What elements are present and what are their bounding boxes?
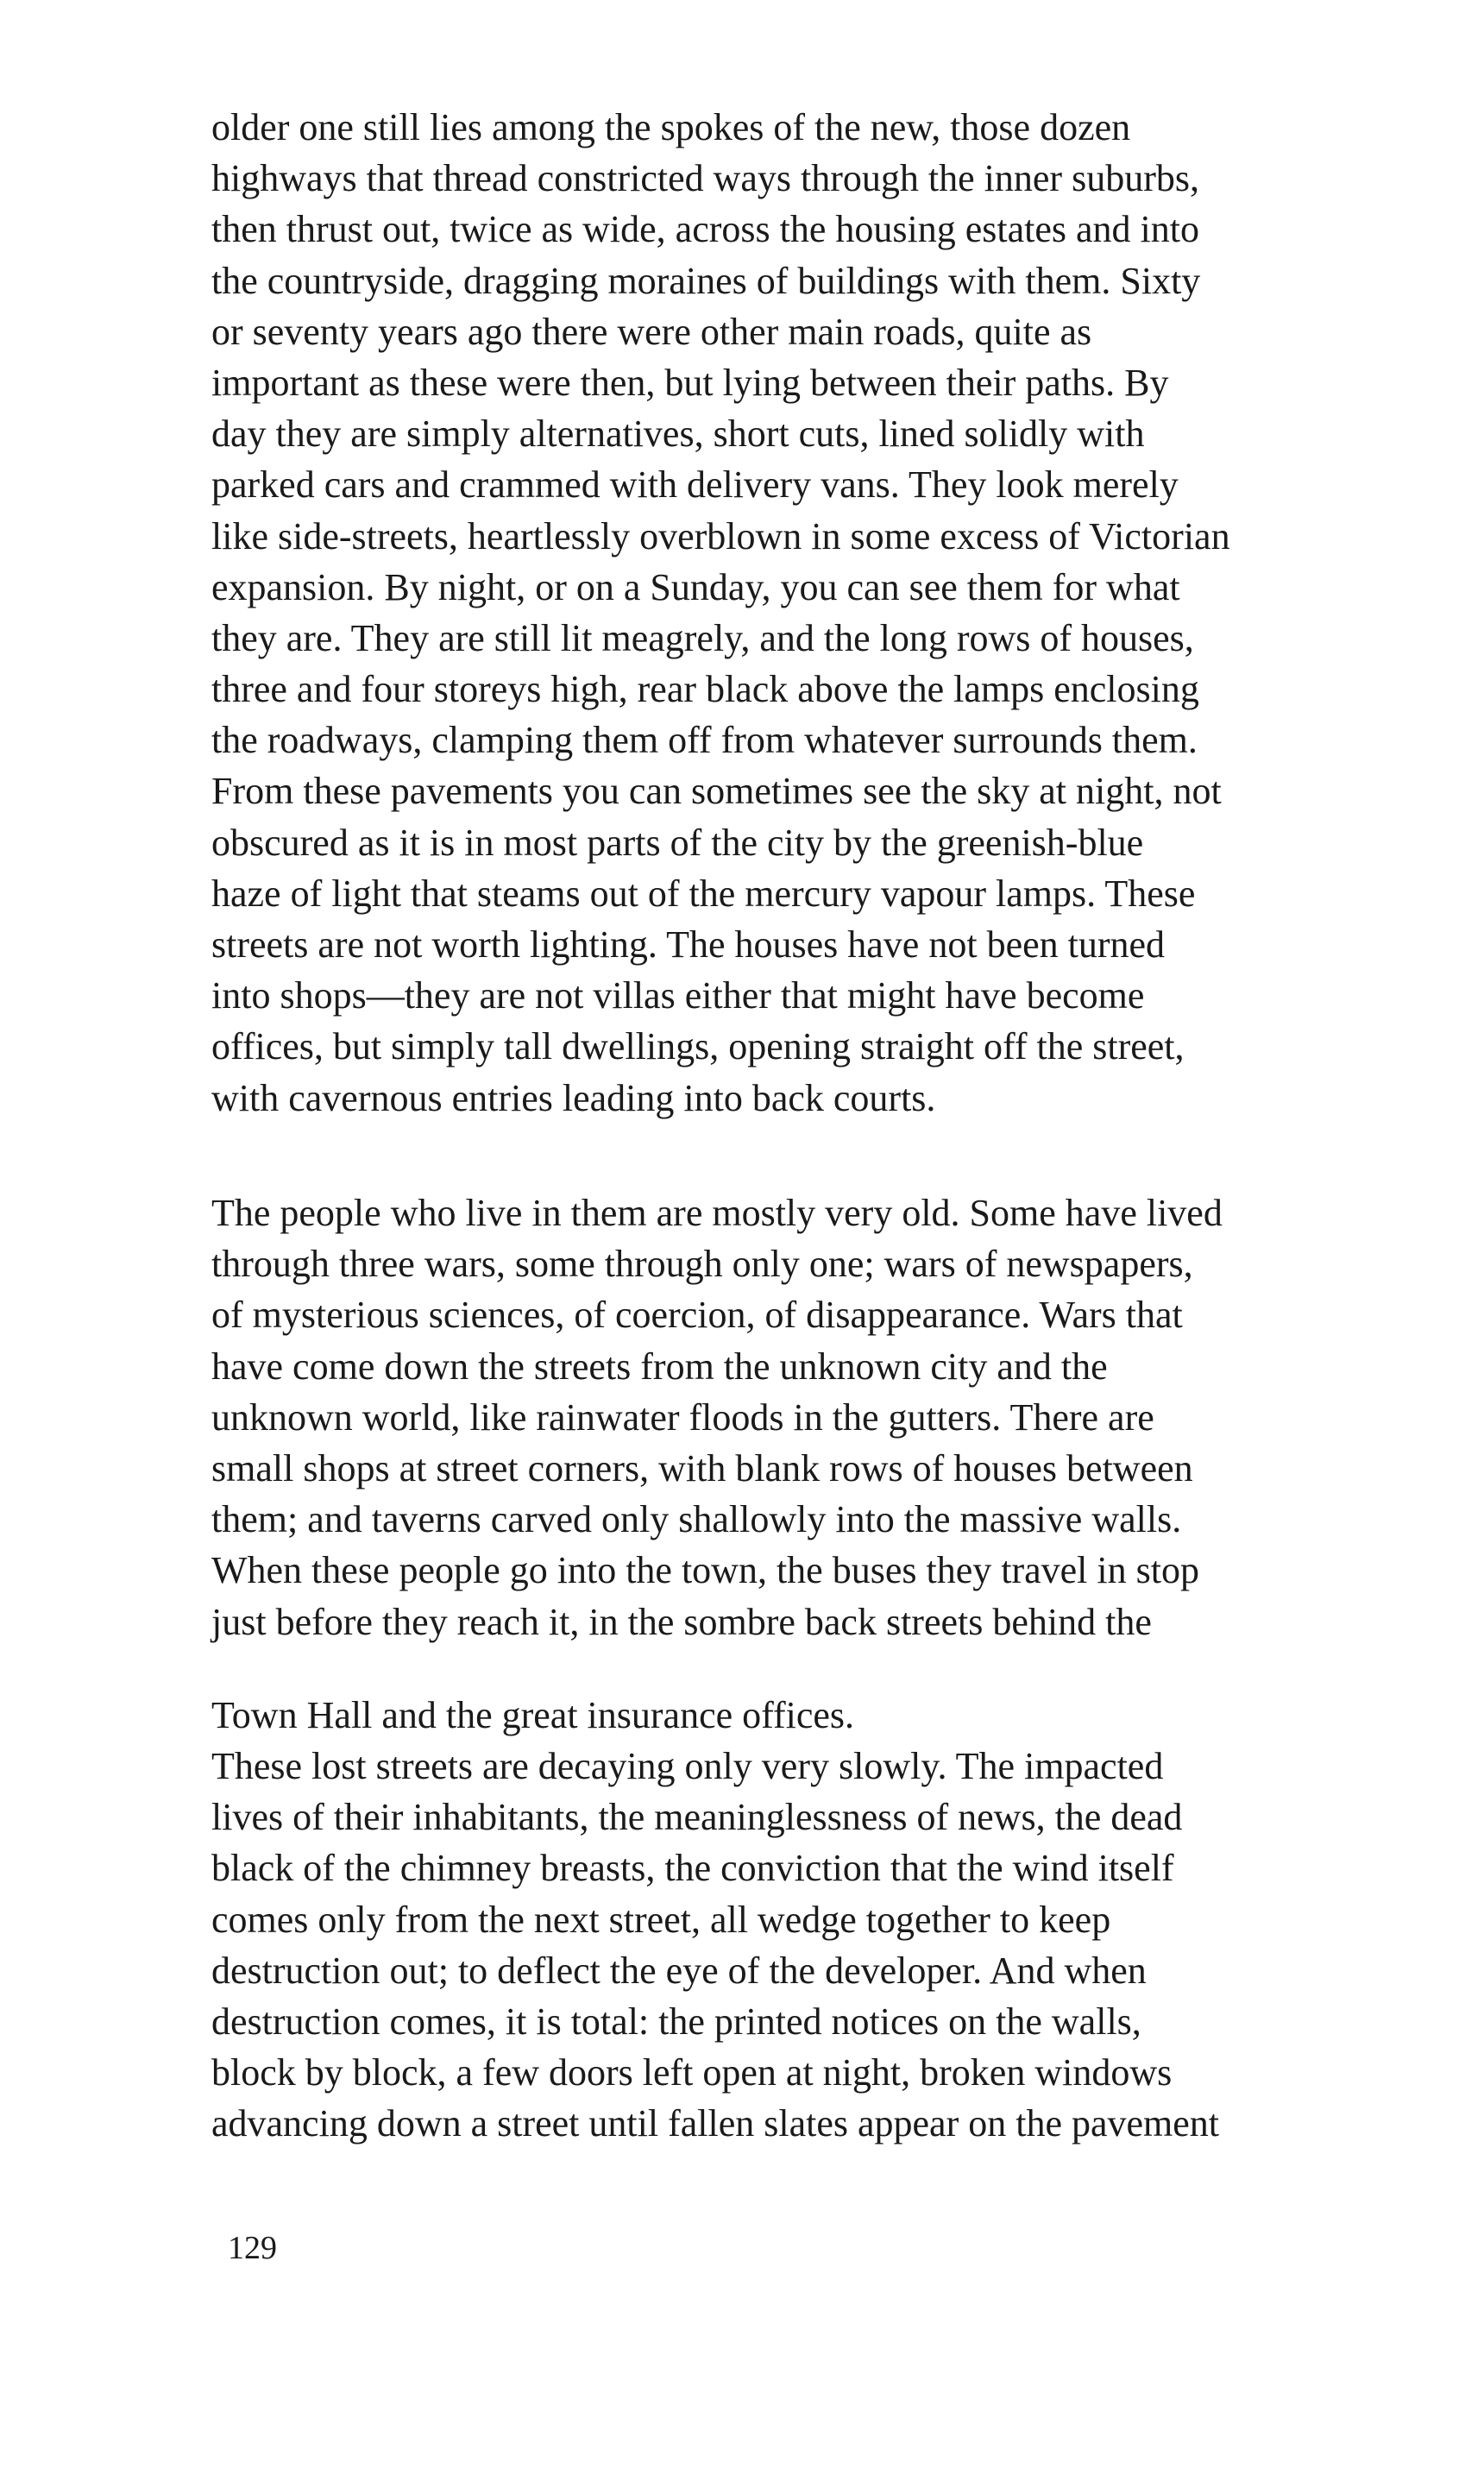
- text-line: comes only from the next street, all wedge together to keep: [211, 1898, 1111, 1941]
- text-line: When these people go into the town, the buses they travel in stop: [211, 1549, 1199, 1592]
- text-line: the countryside, dragging moraines of buildings with them. Sixty: [211, 259, 1201, 302]
- text-line: into shops—they are not villas either that might have become: [211, 974, 1145, 1017]
- text-line: day they are simply alternatives, short cuts, lined solidly with: [211, 413, 1145, 456]
- text-line: block by block, a few doors left open at night, broken windows: [211, 2051, 1173, 2094]
- text-line: three and four storeys high, rear black above the lamps enclosing: [211, 668, 1199, 711]
- text-line: just before they reach it, in the sombre back streets behind the: [211, 1600, 1152, 1643]
- text-line: From these pavements you can sometimes see the sky at night, not: [211, 770, 1222, 813]
- paragraph-4: [211, 1741, 1219, 2150]
- text-line: lives of their inhabitants, the meaninglessness of news, the dead: [211, 1796, 1183, 1839]
- text-line: they are. They are still lit meagrely, and the long rows of houses,: [211, 616, 1194, 659]
- text-line: obscured as it is in most parts of the city by the greenish-blue: [211, 821, 1144, 864]
- text-line: highways that thread constricted ways through the inner suburbs,: [211, 157, 1199, 200]
- text-line: destruction comes, it is total: the printed notices on the walls,: [211, 2000, 1141, 2043]
- text-line: older one still lies among the spokes of the new, those dozen: [211, 106, 1131, 148]
- text-line: offices, but simply tall dwellings, opening straight off the street,: [211, 1025, 1185, 1068]
- text-line: with cavernous entries leading into back courts.: [211, 1076, 936, 1119]
- text-line: The people who live in them are mostly very old. Some have lived: [211, 1192, 1223, 1234]
- paragraph-3: [211, 1690, 854, 1741]
- text-line: streets are not worth lighting. The houses have not been turned: [211, 923, 1166, 966]
- text-line: black of the chimney breasts, the conviction that the wind itself: [211, 1847, 1174, 1890]
- text-line: important as these were then, but lying between their paths. By: [211, 361, 1169, 404]
- text-line: or seventy years ago there were other main roads, quite as: [211, 310, 1092, 353]
- paragraph-1: [211, 102, 1230, 1124]
- text-line: unknown world, like rainwater floods in the gutters. There are: [211, 1395, 1154, 1439]
- text-line: small shops at street corners, with blank rows of houses between: [211, 1446, 1193, 1490]
- text-line: have come down the streets from the unknown city and the: [211, 1345, 1108, 1388]
- text-line: These lost streets are decaying only very slowly. The impacted: [211, 1745, 1164, 1787]
- text-line: parked cars and crammed with delivery vans. They look merely: [211, 463, 1179, 507]
- text-line: expansion. By night, or on a Sunday, you can see them for what: [211, 565, 1180, 608]
- page-number: 129: [228, 2230, 277, 2266]
- text-line: Town Hall and the great insurance offices.: [211, 1694, 855, 1736]
- text-line: the roadways, clamping them off from whatever surrounds them.: [211, 719, 1198, 762]
- paragraph-2: [211, 1187, 1223, 1647]
- text-line: of mysterious sciences, of coercion, of disappearance. Wars that: [211, 1294, 1183, 1337]
- text-line: haze of light that steams out of the mercury vapour lamps. These: [211, 872, 1196, 915]
- text-line: like side-streets, heartlessly overblown in some excess of Victorian: [211, 514, 1230, 557]
- text-line: through three wars, some through only one; wars of newspapers,: [211, 1243, 1193, 1286]
- text-line: destruction out; to deflect the eye of the developer. And when: [211, 1949, 1147, 1992]
- text-line: advancing down a street until fallen slates appear on the pavement: [211, 2102, 1220, 2145]
- text-line: then thrust out, twice as wide, across the housing estates and into: [211, 208, 1199, 251]
- text-line: them; and taverns carved only shallowly into the massive walls.: [211, 1498, 1182, 1541]
